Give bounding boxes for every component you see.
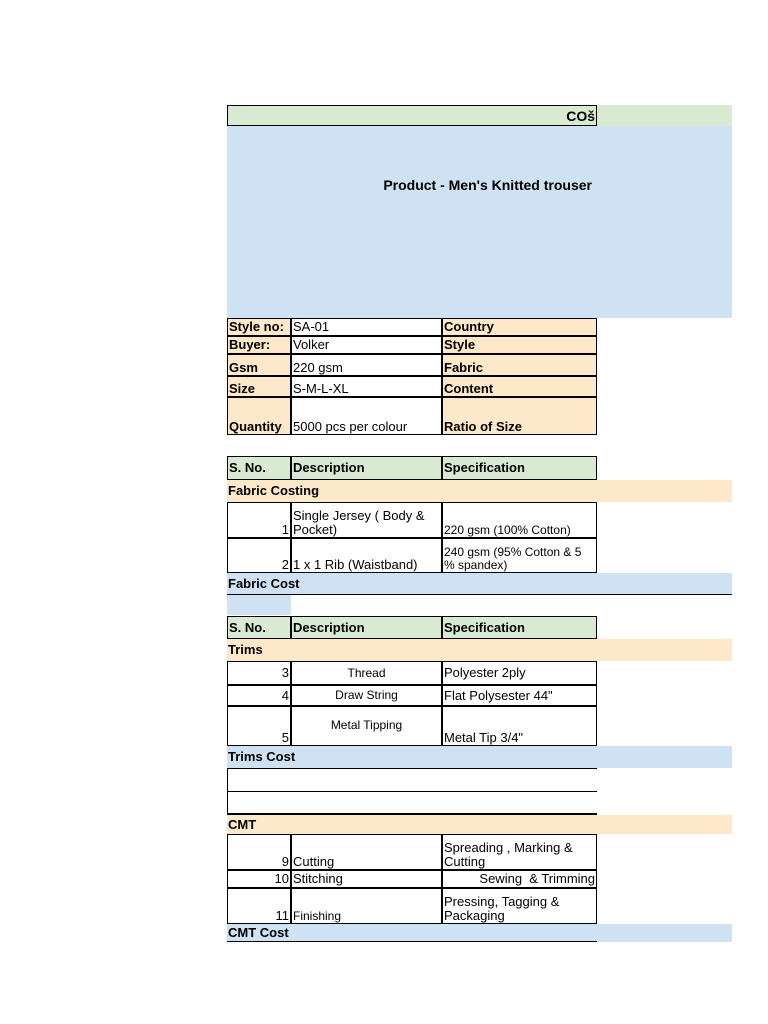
row-specification: Flat Polysester 44" <box>442 685 597 706</box>
section-row <box>227 639 732 661</box>
row-specification: Metal Tip 3/4" <box>442 706 597 746</box>
row-specification: Polyester 2ply <box>442 661 597 685</box>
row-specification: Sewing & Trimming <box>442 870 597 888</box>
table-row <box>227 538 732 573</box>
info-value: 5000 pcs per colour <box>291 397 442 435</box>
spacer-row <box>227 792 732 815</box>
info-label: Size <box>227 376 291 397</box>
column-header-row <box>227 616 732 639</box>
row-sno: 10 <box>227 870 291 888</box>
fabric-cost-label: Fabric Cost <box>227 573 732 595</box>
row-sno: 11 <box>227 888 291 924</box>
column-header-row <box>227 456 732 480</box>
col-description-header: Description <box>291 616 442 639</box>
section-fabric-costing: Fabric Costing <box>227 480 732 502</box>
trims-cost-label: Trims Cost <box>227 746 732 768</box>
section-row <box>227 480 732 502</box>
row-sno: 9 <box>227 834 291 870</box>
total-row <box>227 924 732 942</box>
row-sno: 3 <box>227 661 291 685</box>
col-description-header: Description <box>291 456 442 480</box>
info-label: Gsm <box>227 354 291 376</box>
info-label: Style no: <box>227 318 291 336</box>
table-row <box>227 502 732 538</box>
info-label-2: Content <box>442 376 597 397</box>
row-specification: 220 gsm (100% Cotton) <box>442 502 597 538</box>
row-description: Stitching <box>291 870 442 888</box>
row-specification: Spreading , Marking & Cutting <box>442 834 597 870</box>
info-label-2: Country <box>442 318 597 336</box>
row-specification: Pressing, Tagging & Packaging <box>442 888 597 924</box>
info-row <box>227 397 732 435</box>
row-description: Single Jersey ( Body & Pocket) <box>291 502 442 538</box>
cmt-cost-label: CMT Cost <box>227 924 732 942</box>
spacer-row <box>227 595 732 615</box>
row-description: Cutting <box>291 834 442 870</box>
row-description: Draw String <box>291 685 442 706</box>
row-sno: 1 <box>227 502 291 538</box>
spacer-row <box>227 768 732 792</box>
row-description: Thread <box>291 661 442 685</box>
col-specification-header: Specification <box>442 616 597 639</box>
row-description: Finishing <box>291 888 442 924</box>
info-label: Quantity <box>227 397 291 435</box>
col-specification-header: Specification <box>442 456 597 480</box>
table-row <box>227 661 732 685</box>
total-row <box>227 573 732 595</box>
row-description: 1 x 1 Rib (Waistband) <box>291 538 442 573</box>
row-sno: 5 <box>227 706 291 746</box>
total-row <box>227 746 732 768</box>
info-label-2: Style <box>442 336 597 354</box>
info-label: Buyer: <box>227 336 291 354</box>
info-value: 220 gsm <box>291 354 442 376</box>
info-value: S-M-L-XL <box>291 376 442 397</box>
info-row <box>227 354 732 376</box>
table-row <box>227 706 732 746</box>
row-sno: 2 <box>227 538 291 573</box>
col-sno-header: S. No. <box>227 616 291 639</box>
section-row <box>227 815 732 834</box>
info-value: SA-01 <box>291 318 442 336</box>
title-overflow <box>597 105 732 126</box>
product-title: Product - Men's Knitted trouser <box>383 178 592 192</box>
info-row <box>227 376 732 397</box>
section-cmt: CMT <box>227 815 732 834</box>
info-label-2: Fabric <box>442 354 597 376</box>
row-specification: 240 gsm (95% Cotton & 5 % spandex) <box>442 538 597 573</box>
info-row <box>227 336 732 354</box>
table-row <box>227 834 732 870</box>
product-banner <box>227 126 732 318</box>
table-row <box>227 685 732 706</box>
info-value: Volker <box>291 336 442 354</box>
sheet-title: COš <box>227 105 597 126</box>
table-row <box>227 888 732 924</box>
row-description: Metal Tipping <box>291 706 442 746</box>
table-row <box>227 870 732 888</box>
title-row <box>227 105 732 126</box>
col-sno-header: S. No. <box>227 456 291 480</box>
section-trims: Trims <box>227 639 732 661</box>
info-row <box>227 318 732 336</box>
row-sno: 4 <box>227 685 291 706</box>
info-label-2: Ratio of Size <box>442 397 597 435</box>
